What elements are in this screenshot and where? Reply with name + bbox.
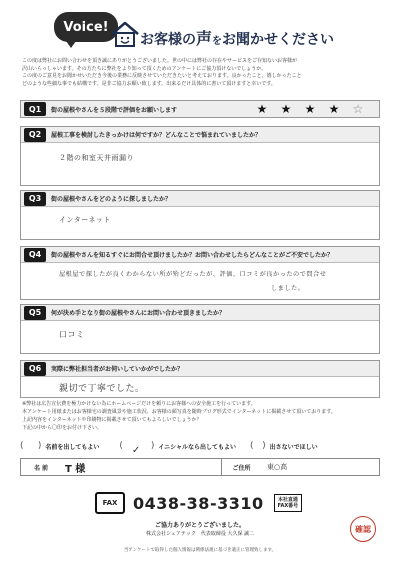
name-address-box	[20, 458, 380, 476]
name-field[interactable]: T 様	[65, 463, 86, 475]
voice-badge	[54, 12, 118, 42]
voice-badge-text: Voice!	[63, 19, 109, 35]
question-text: 街の屋根やさんをどのように探しましたか？	[51, 196, 172, 203]
consent-option-initial-mark[interactable]: ( ✓ )	[119, 441, 155, 456]
question-3	[20, 190, 380, 240]
title-main: 声	[196, 29, 213, 48]
question-1	[20, 100, 380, 118]
notes	[22, 400, 382, 432]
question-5	[20, 304, 380, 354]
star-empty-icon[interactable]: ☆	[352, 102, 364, 116]
question-header	[21, 247, 379, 263]
question-number: Q4	[24, 248, 46, 262]
consent-option-no-mark[interactable]: ( )	[250, 441, 266, 451]
question-text: 実際に弊社担当者がお伺いしていかがでしたか？	[51, 366, 184, 373]
question-number: Q1	[24, 102, 46, 116]
question-number: Q2	[24, 128, 46, 142]
note-line: 上記内容をインターネットや印刷物に掲載させて頂いてもよろしいでしょうか？	[22, 417, 202, 423]
question-number: Q3	[24, 192, 46, 206]
consent-option-no: 出さないでほしい	[269, 443, 318, 451]
intro-text	[22, 58, 382, 88]
intro-line: 沢山いらっしゃいます。その方たちに弊社をより知って頂くためのアンケートにご協力頂けないでしょうか。	[22, 65, 267, 72]
question-header	[21, 191, 379, 207]
handwritten-answer: ２階の和室天井雨漏り	[59, 154, 134, 162]
star-filled-icon[interactable]: ★	[304, 102, 316, 116]
fax-block	[95, 492, 302, 514]
question-text: 街の屋根やさんを５段階で評価をお願いします	[51, 106, 178, 114]
thanks-text: ご協力ありがとうございました。	[154, 522, 245, 529]
question-header	[21, 361, 379, 377]
company-text: 株式会社シェアテック 代表取締役 大久保 誠二	[145, 531, 255, 537]
question-text: 何が決め手となり街の屋根やさんにお問い合わせ頂きましたか？	[51, 310, 226, 317]
title-suffix: お聞かせください	[222, 32, 335, 48]
question-header	[21, 305, 379, 321]
question-text: 屋根工事を検討したきっかけは何ですか？どんなことで悩まれていましたか？	[51, 132, 262, 139]
intro-line: どのような些細な事でも結構です。是非ご協力お願い致します。出来るだけ具体的に書いて頂けますと幸いです。	[22, 80, 276, 87]
question-6	[20, 360, 380, 398]
page-title	[140, 26, 334, 49]
star-rating[interactable]	[255, 102, 365, 116]
consent-option-name-mark[interactable]: ( )	[20, 441, 42, 451]
question-2	[20, 126, 380, 186]
handwritten-answer: インターネット	[59, 216, 111, 224]
address-label: ご住所	[221, 459, 261, 475]
consent-options	[20, 438, 380, 454]
handwritten-answer: 親切で丁寧でした。	[59, 384, 145, 394]
question-text: 街の屋根やさんを知るすぐにお問合せ頂けましたか？お問い合わせしたらどんなことがご不安でしたか？	[51, 252, 334, 259]
consent-option-initial: イニシャルなら出してもよい	[158, 443, 237, 451]
question-header	[21, 127, 379, 143]
address-field[interactable]: 東○高	[267, 463, 288, 471]
star-filled-icon[interactable]: ★	[256, 102, 268, 116]
fax-icon: FAX	[95, 492, 125, 514]
intro-line: この度は弊社にお問い合わせを頂き誠にありがとうございました。世の中には弊社の存在やサービスをご存知ないお客様が	[22, 58, 298, 64]
star-filled-icon[interactable]: ★	[280, 102, 292, 116]
privacy-text: 当アンケートで取得した個人情報は関係法規に基づき適正に管理致します。	[123, 548, 277, 553]
handwritten-answer-line: しました。	[271, 285, 305, 292]
handwritten-answer-line: 屋根屋で探したが良くわからない所が殆どだったが、評価、口コミが良かったので問合せ	[59, 271, 327, 278]
confirmation-seal-stamp: 確認	[350, 516, 376, 542]
note-line: 下記の中から〇印をお付け下さい。	[22, 425, 103, 431]
title-prefix: お客様の	[140, 32, 196, 48]
question-number: Q5	[24, 306, 46, 320]
house-smile-icon	[110, 20, 140, 48]
question-4	[20, 246, 380, 300]
title-mid: を	[212, 36, 223, 47]
note-line: ※弊社は広告宣伝費を極力かけない為にホームページだけを頼りにお客様への安全施工を行っています。	[22, 401, 256, 407]
note-line: 本アンケート用紙またはお客様宅の調査風景や施工状況、お客様の顔写真を随時ブログ形式でインターネットに掲載させて頂いております。	[22, 409, 336, 415]
fax-number[interactable]: 0438-38-3310	[133, 493, 264, 513]
name-label: 名 前	[33, 464, 49, 472]
consent-option-name: 名前を出してもよい	[45, 443, 100, 451]
question-number: Q6	[24, 362, 46, 376]
star-filled-icon[interactable]: ★	[328, 102, 340, 116]
fax-side-label: 本社直通 FAX番号	[274, 494, 303, 512]
intro-line: この度のご意見をお聞かせいただき今後の業務に反映させていただきたいと考えております。良かったこと、嬉しかったこと	[22, 73, 302, 80]
handwritten-answer: 口コミ	[59, 330, 85, 339]
question-header	[21, 101, 379, 117]
